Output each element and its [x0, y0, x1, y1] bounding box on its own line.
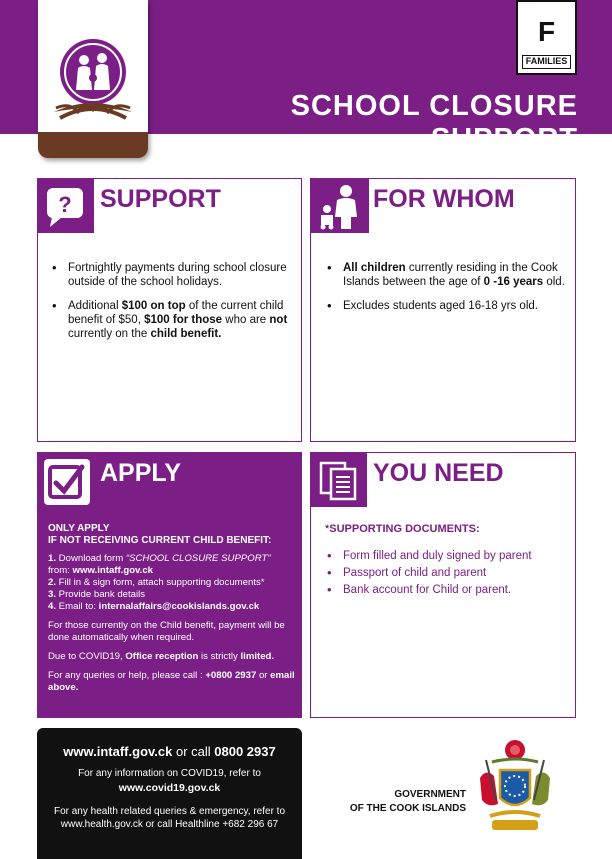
parent-child-icon	[311, 179, 369, 233]
you-need-panel	[310, 452, 576, 718]
contact-footer	[37, 728, 302, 859]
apply-instructions	[48, 523, 296, 701]
footer-headline: www.intaff.gov.ck or call 0800 2937	[63, 744, 276, 759]
email-link[interactable]: internalaffairs@cookislands.gov.ck	[98, 601, 260, 612]
apply-step-2: 2. Fill in & sign form, attach supporting documents*	[48, 577, 265, 588]
page-title: SCHOOL CLOSURE SUPPORT	[290, 90, 578, 155]
apply-step-3: 3. Provide bank details	[48, 589, 146, 600]
apply-step-4: 4. Email to: internalaffairs@cookislands.gov.ck	[48, 601, 260, 612]
apply-step-1: 1. Download form “SCHOOL CLOSURE SUPPORT” from: www.intaff.gov.ck	[48, 553, 271, 576]
apply-heading: ONLY APPLY IF NOT RECEIVING CURRENT CHILD BENEFIT:	[48, 523, 272, 546]
supporting-docs-heading: *SUPPORTING DOCUMENTS:	[325, 523, 480, 535]
support-panel	[37, 178, 302, 442]
covid-info: For any information on COVID19, refer to www.covid19.gov.ck	[37, 767, 302, 795]
government-label: GOVERNMENT OF THE COOK ISLANDS	[349, 789, 466, 814]
family-emblem-icon	[50, 38, 136, 134]
tag-letter: F	[537, 16, 556, 47]
whom-bullet-2: • Excludes students aged 16-18 yrs old.	[327, 299, 565, 313]
health-info: For any health related queries & emergency, refer to www.health.gov.ck or call Healthline +682 296 67	[53, 806, 286, 830]
doc-item-1: • Form filled and duly signed by parent	[327, 549, 567, 563]
documents-icon	[311, 453, 367, 507]
footer-site-link[interactable]: www.intaff.gov.ck	[63, 744, 173, 759]
ministry-logo	[38, 0, 148, 158]
svg-text:?: ?	[58, 192, 72, 217]
logo-brown-band	[38, 132, 148, 158]
intaff-link[interactable]: www.intaff.gov.ck	[72, 565, 154, 576]
families-tag	[516, 0, 577, 75]
tag-label: FAMILIES	[522, 55, 571, 69]
doc-item-3: • Bank account for Child or parent.	[327, 583, 567, 597]
apply-panel	[37, 452, 302, 718]
doc-item-2: • Passport of child and parent	[327, 566, 567, 580]
documents-list	[327, 549, 567, 600]
for-whom-title: FOR WHOM	[373, 185, 515, 213]
question-icon	[38, 179, 94, 233]
apply-title: APPLY	[100, 459, 182, 487]
covid-notice: Due to COVID19, Office reception is strictly limited.	[48, 651, 275, 662]
checkbox-icon	[44, 459, 90, 505]
support-bullet-1: • Fortnightly payments during school closure outside of the school holidays.	[52, 261, 292, 289]
you-need-title: YOU NEED	[373, 459, 504, 487]
query-notice: For any queries or help, please call : +0800 2937 or email above.	[48, 670, 295, 693]
apply-note: For those currently on the Child benefit, payment will be done automatically when required.	[48, 620, 285, 643]
whom-bullet-1: • All children currently residing in the Cook Islands between the age of 0 -16 years old.	[327, 261, 565, 289]
covid-site-link[interactable]: www.covid19.gov.ck	[118, 782, 221, 794]
coat-of-arms-icon	[472, 738, 558, 838]
apply-steps	[48, 553, 296, 613]
support-title: SUPPORT	[100, 185, 221, 213]
support-bullet-2: • Additional $100 on top of the current child benefit of $50, $100 for those who are not currently on the child benefit.	[52, 299, 292, 341]
for-whom-panel	[310, 178, 576, 442]
